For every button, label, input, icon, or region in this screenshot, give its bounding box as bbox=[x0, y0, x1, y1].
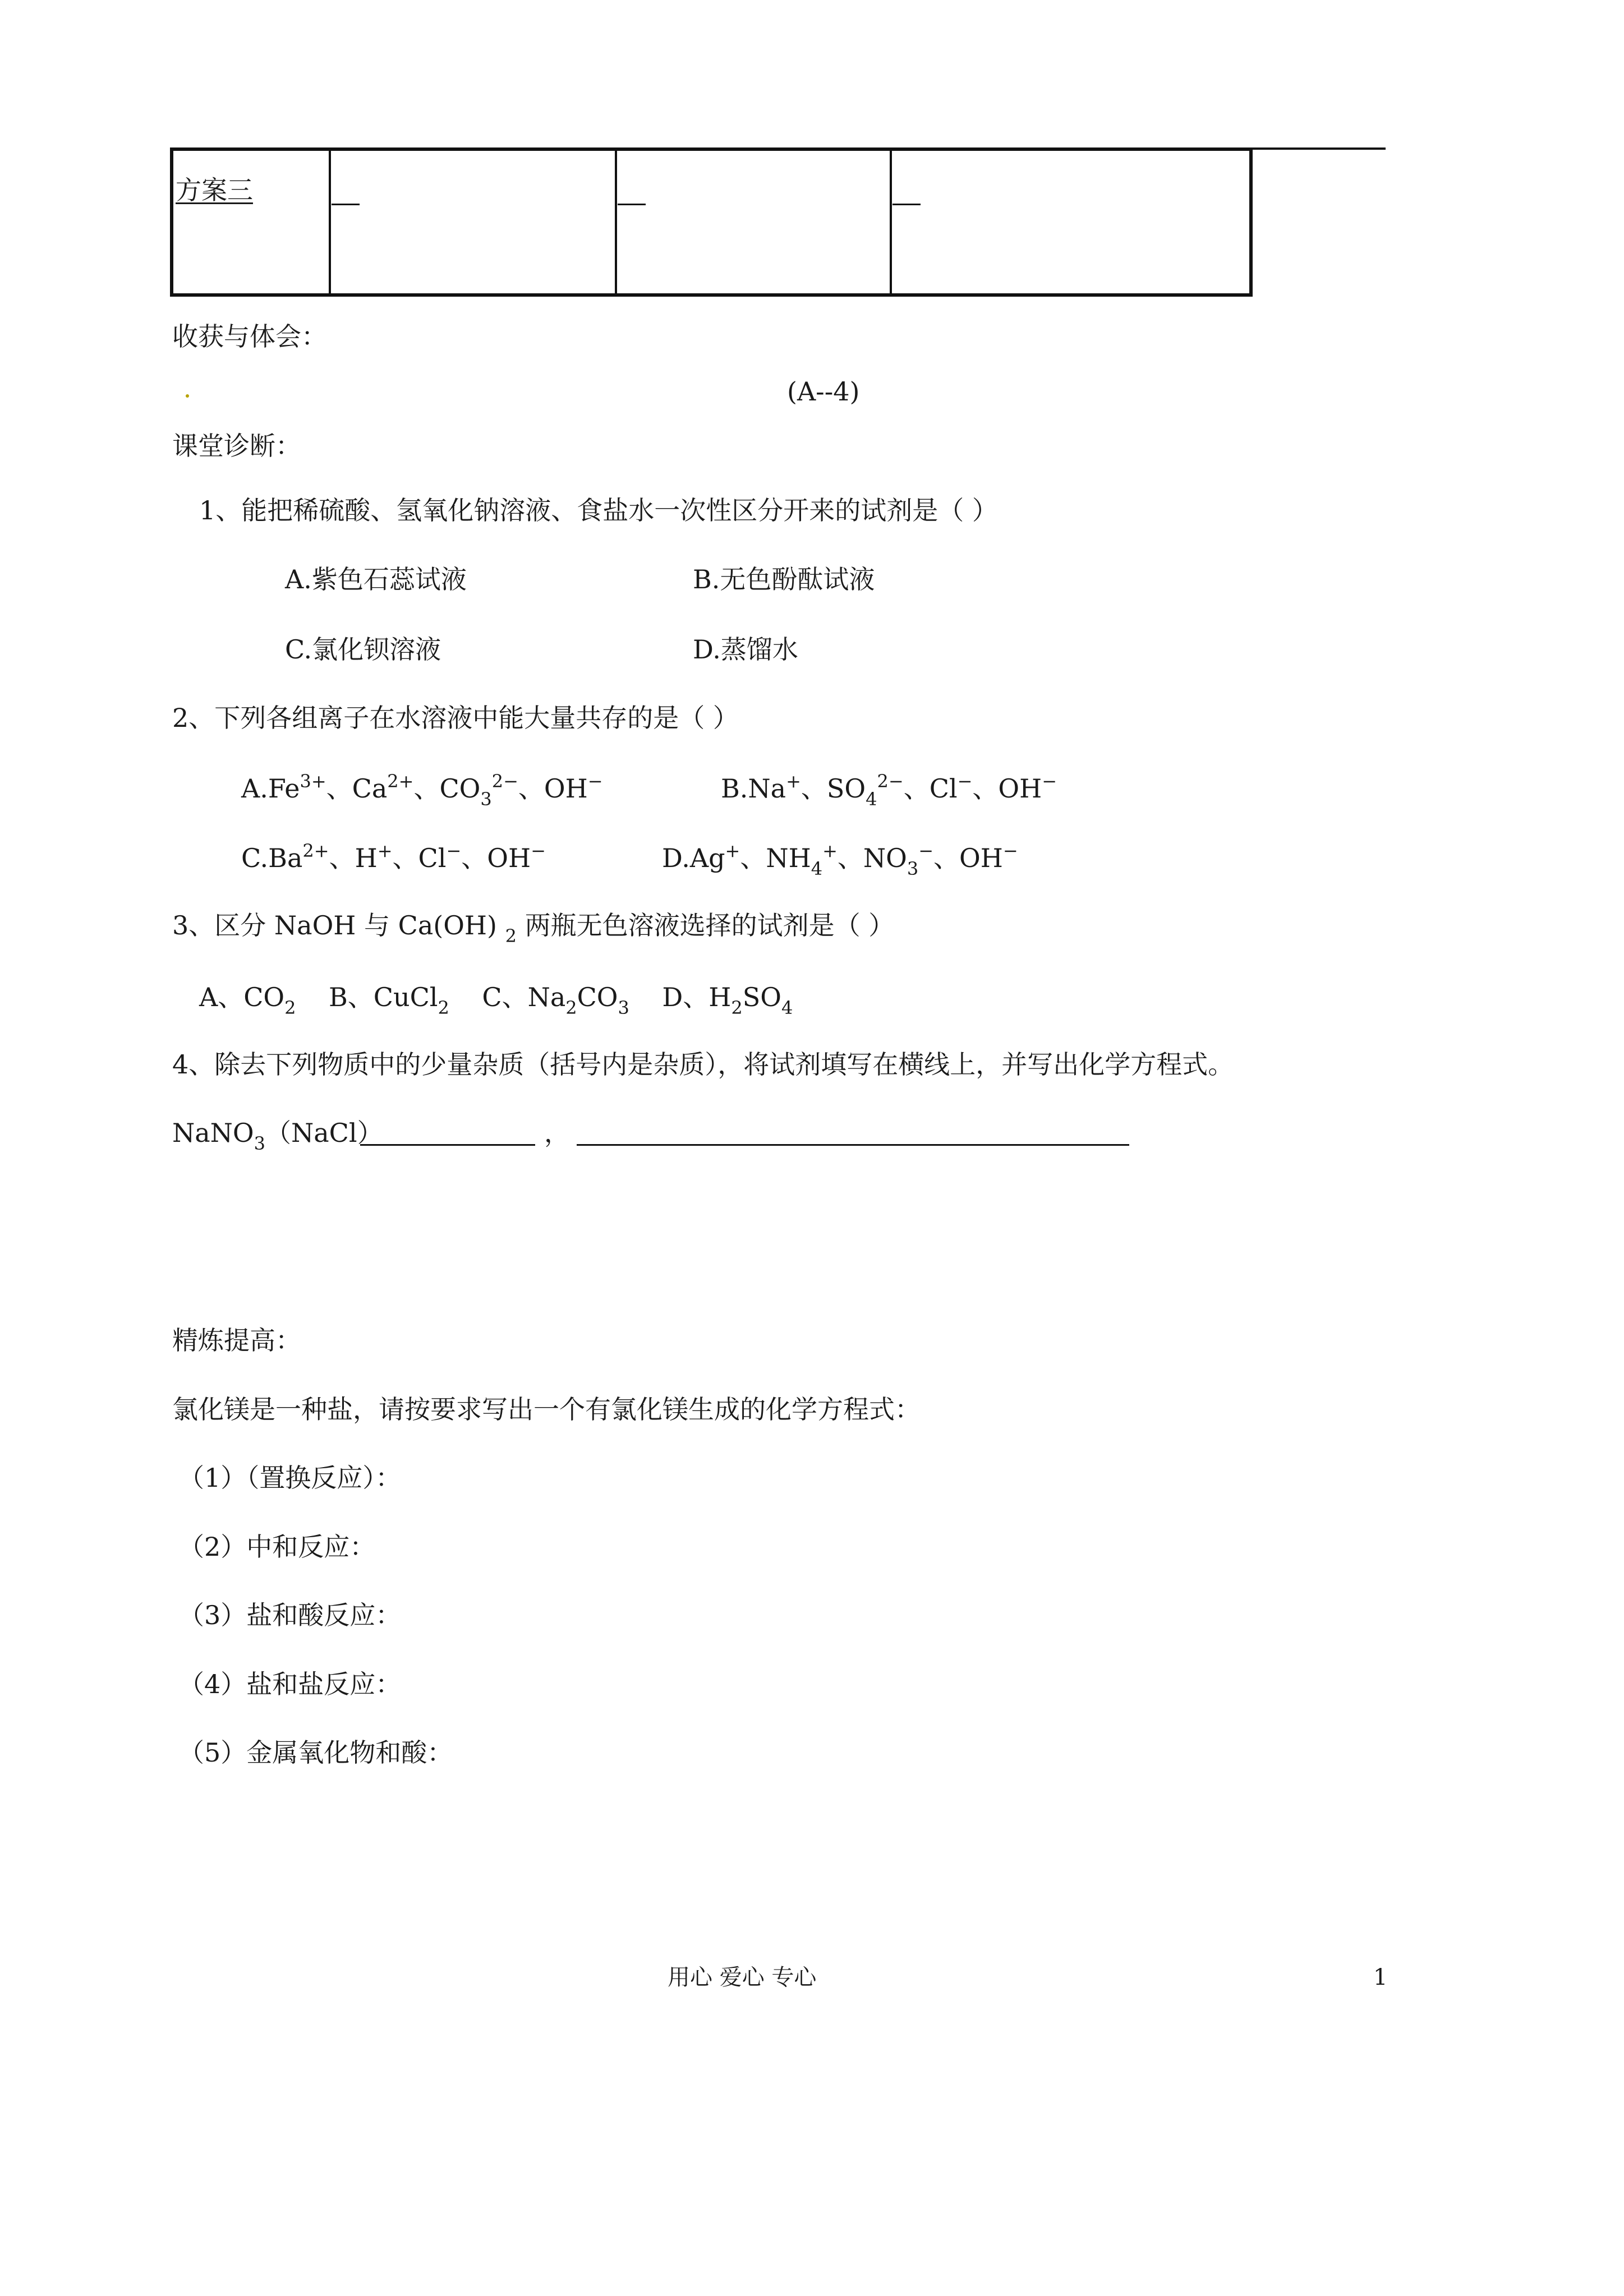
question-4: 4、除去下列物质中的少量杂质（括号内是杂质），将试剂填写在横线上，并写出化学方程式。 bbox=[172, 1049, 1234, 1080]
question-2-option-c: $C.Ba^{2+}$、H+、Cl−、OH− bbox=[241, 840, 546, 873]
refine-item-5: （5）金属氧化物和酸： bbox=[178, 1737, 453, 1768]
question-1-option-c: C.氯化钡溶液 bbox=[285, 634, 441, 665]
section-diagnosis: 课堂诊断： bbox=[172, 431, 301, 461]
plan-table bbox=[170, 147, 1253, 297]
table-column-divider bbox=[329, 151, 331, 293]
page-number: 1 bbox=[1373, 1965, 1388, 1990]
question-2-option-b: B.Na+、$SO_4^{2-}$、Cl−、OH− bbox=[721, 771, 1057, 810]
table-column-divider bbox=[615, 151, 617, 293]
question-3-options: A、$CO_2$ B、CuCl$_2$ C、$Na_2CO_3$ D、$H_2SO_4$ bbox=[199, 982, 793, 1018]
refine-item-3: （3）盐和酸反应： bbox=[178, 1600, 402, 1630]
question-4-comma: ， bbox=[544, 1118, 570, 1148]
refine-intro: 氯化镁是一种盐，请按要求写出一个有氯化镁生成的化学方程式： bbox=[172, 1394, 921, 1424]
section-harvest: 收获与体会： bbox=[172, 321, 327, 352]
footer-motto: 用心 爱心 专心 bbox=[668, 1965, 817, 1990]
table-top-rule bbox=[1251, 147, 1386, 150]
table-cell-blank bbox=[332, 204, 360, 205]
question-2-option-d: D.Ag+、$NH_4^+$、$NO_3^-$、OH− bbox=[662, 840, 1018, 879]
stray-mark bbox=[186, 394, 189, 398]
table-cell-blank bbox=[892, 204, 921, 205]
question-4-formula: NaNO$_3$（NaCl） bbox=[172, 1118, 383, 1154]
question-2: 2、下列各组离子在水溶液中能大量共存的是（ ） bbox=[172, 703, 739, 733]
question-1-option-b: B.无色酚酞试液 bbox=[693, 564, 875, 594]
table-cell-blank bbox=[618, 204, 646, 205]
question-2-option-a: $A.Fe^{3+}$、$Ca^{2+}$、$CO_3^{2-}$、OH− bbox=[241, 771, 603, 810]
answer-blank-reagent[interactable] bbox=[360, 1144, 535, 1146]
table-column-divider bbox=[890, 151, 892, 293]
answer-blank-equation[interactable] bbox=[577, 1144, 1129, 1146]
question-1-option-d: D.蒸馏水 bbox=[693, 634, 798, 665]
section-refine: 精炼提高： bbox=[172, 1325, 301, 1356]
refine-item-4: （4）盐和盐反应： bbox=[178, 1669, 402, 1699]
refine-item-1: （1）（置换反应）： bbox=[178, 1463, 402, 1493]
question-1: 1、能把稀硫酸、氢氧化钠溶液、食盐水一次性区分开来的试剂是（ ） bbox=[199, 495, 998, 525]
table-row-label: 方案三 bbox=[176, 175, 253, 205]
page-code: (A--4) bbox=[787, 376, 860, 407]
refine-item-2: （2）中和反应： bbox=[178, 1532, 376, 1562]
question-1-option-a: A.紫色石蕊试液 bbox=[285, 564, 467, 594]
question-3: 3、区分 NaOH 与 Ca(OH) $_2$ 两瓶无色溶液选择的试剂是（ ） bbox=[172, 910, 895, 947]
